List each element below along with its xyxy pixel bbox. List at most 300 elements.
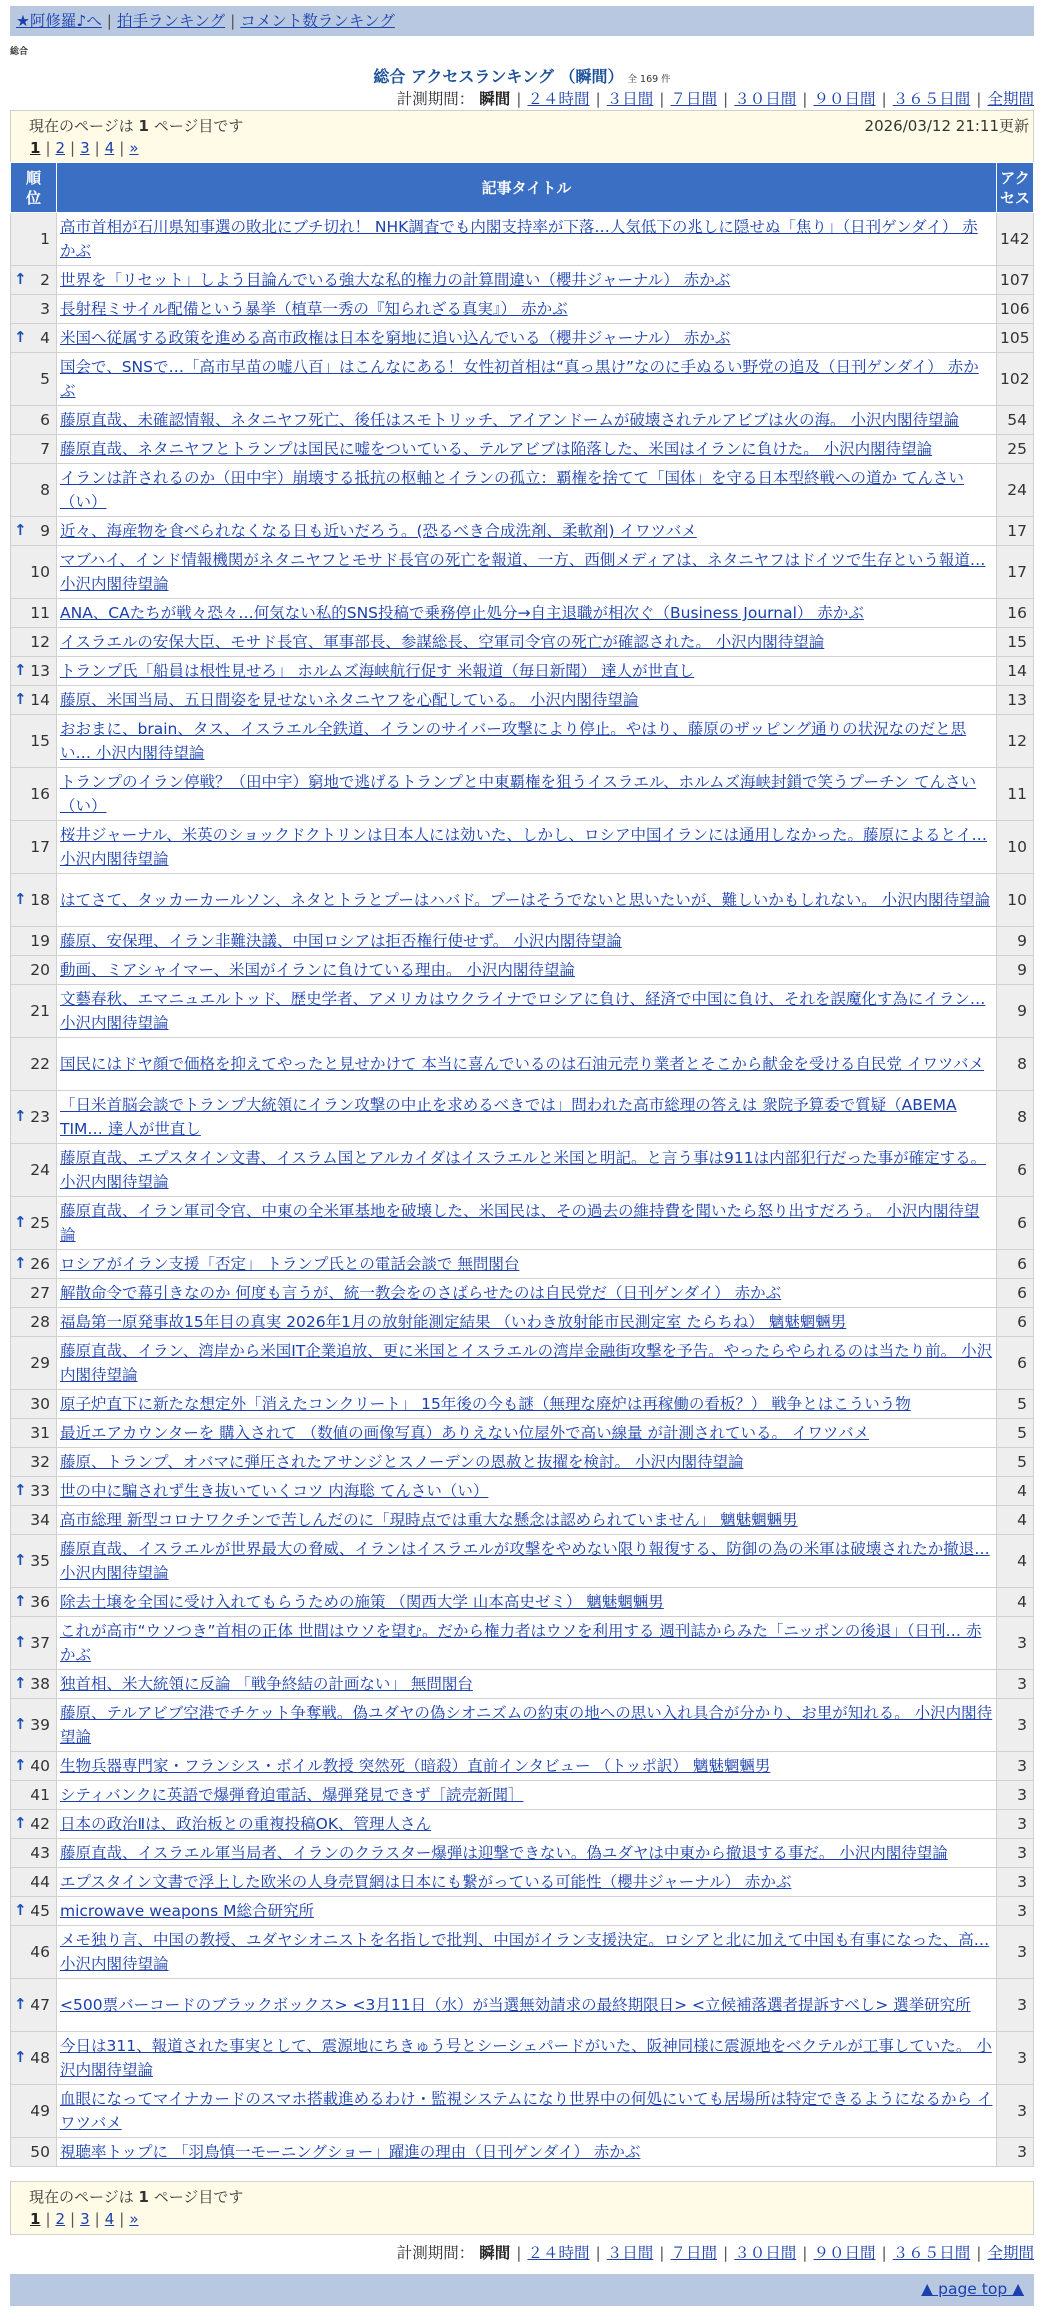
rank-number: 3 — [40, 300, 50, 318]
period-separator: | — [976, 90, 982, 108]
rank-number: 21 — [30, 1002, 50, 1020]
table-row — [11, 768, 1034, 821]
title-cell — [57, 295, 997, 324]
article-link[interactable]: 除去土壌を全国に受け入れてもらうための施策 （関西大学 山本高史ゼミ） 魑魅魍魎男 — [60, 1593, 664, 1611]
access-count: 3 — [997, 1781, 1034, 1810]
article-link[interactable]: 藤原、トランプ、オバマに弾圧されたアサンジとスノーデンの恩赦と抜擢を検討。 小沢内閣待望論 — [60, 1453, 744, 1471]
title-cell — [57, 821, 997, 874]
access-count: 5 — [997, 1448, 1034, 1477]
rank-cell — [11, 1506, 57, 1535]
footer-bar — [10, 2274, 1034, 2306]
table-row — [11, 517, 1034, 546]
access-count: 107 — [997, 266, 1034, 295]
period-option-90d[interactable]: ９０日間 — [813, 90, 876, 108]
rank-cell — [11, 1810, 57, 1839]
article-link[interactable]: 長射程ミサイル配備という暴挙（植草一秀の『知られざる真実』） 赤かぶ — [60, 300, 568, 318]
rank-cell — [11, 628, 57, 657]
access-count: 16 — [997, 599, 1034, 628]
pagination-current: 1 — [30, 2210, 41, 2228]
access-count: 9 — [997, 956, 1034, 985]
period-separator: | — [516, 2244, 522, 2262]
access-count: 4 — [997, 1535, 1034, 1588]
pagination-page-4[interactable]: 4 — [104, 2210, 115, 2228]
access-count: 102 — [997, 353, 1034, 406]
table-row — [11, 1477, 1034, 1506]
access-count: 142 — [997, 213, 1034, 266]
page-title: 総合 アクセスランキング （瞬間） — [373, 67, 624, 86]
rank-cell — [11, 874, 57, 927]
rank-cell — [11, 1868, 57, 1897]
up-arrow-icon: ↑ — [14, 1550, 27, 1569]
rank-cell — [11, 1926, 57, 1979]
table-header-row — [11, 163, 1034, 213]
table-row — [11, 715, 1034, 768]
current-page-suffix: ページ目です — [148, 117, 244, 135]
table-row — [11, 1617, 1034, 1670]
article-link[interactable]: 国会で、SNSで…「高市早苗の嘘八百」はこんなにある！女性初首相は“真っ黒け”なのに手ぬるい野党の追及（日刊ゲンダイ） 赤かぶ — [60, 358, 979, 400]
rank-cell — [11, 546, 57, 599]
article-link[interactable]: イスラエルの安保大臣、モサド長官、軍事部長、参謀総長、空軍司令官の死亡が確認された。 小沢内閣待望論 — [60, 633, 825, 651]
pagination-separator: | — [45, 2210, 51, 2228]
rank-number: 13 — [30, 662, 50, 680]
rank-number: 34 — [30, 1511, 50, 1529]
rank-cell — [11, 768, 57, 821]
rank-number: 49 — [30, 2102, 50, 2120]
up-arrow-icon: ↑ — [14, 1253, 27, 1272]
article-link[interactable]: 視聴率トップに 「羽鳥慎一モーニングショー」躍進の理由（日刊ゲンダイ） 赤かぶ — [60, 2143, 641, 2161]
rank-number: 42 — [30, 1815, 50, 1833]
table-row — [11, 985, 1034, 1038]
rank-cell — [11, 1588, 57, 1617]
nav-link-clap-ranking[interactable]: 拍手ランキング — [117, 12, 226, 30]
article-link[interactable]: 藤原、安保理、イラン非難決議、中国ロシアは拒否権行使せず。 小沢内閣待望論 — [60, 932, 622, 950]
table-row — [11, 657, 1034, 686]
table-row — [11, 821, 1034, 874]
up-arrow-icon: ↑ — [14, 1591, 27, 1610]
article-link[interactable]: 「日米首脳会談でトランプ大統領にイラン攻撃の中止を求めるべきでは」問われた高市総理の答えは 衆院予算委で質疑（ABEMA TIM… 達人が世直し — [60, 1096, 957, 1138]
pagination-separator: | — [119, 2210, 125, 2228]
up-arrow-icon: ↑ — [14, 1714, 27, 1733]
period-option-all[interactable]: 全期間 — [987, 90, 1034, 108]
table-row — [11, 1337, 1034, 1390]
pagination-page-2[interactable]: 2 — [55, 139, 66, 157]
period-separator: | — [723, 90, 729, 108]
article-link[interactable]: 米国へ従属する政策を進める高市政権は日本を窮地に追い込んでいる（櫻井ジャーナル） 赤かぶ — [60, 329, 731, 347]
rank-cell — [11, 213, 57, 266]
article-link[interactable]: 藤原直哉、イスラエル軍当局者、イランのクラスター爆弾は迎撃できない。偽ユダヤは中東から撤退する事だ。 小沢内閣待望論 — [60, 1844, 948, 1862]
article-link[interactable]: 藤原直哉、未確認情報、ネタニヤフ死亡、後任はスモトリッチ、アイアンドームが破壊されテルアビブは火の海。 小沢内閣待望論 — [60, 411, 959, 429]
article-link[interactable]: 独首相、米大統領に反論 「戦争終結の計画ない」 無問閣台 — [60, 1675, 473, 1693]
title-cell — [57, 1839, 997, 1868]
article-link[interactable]: 近々、海産物を食べられなくなる日も近いだろう。(恐るべき合成洗剤、柔軟剤) イワツバメ — [60, 522, 697, 540]
title-cell — [57, 927, 997, 956]
period-option-24h[interactable]: ２４時間 — [527, 2244, 590, 2262]
rank-cell — [11, 1670, 57, 1699]
pagination-next[interactable]: » — [129, 139, 139, 157]
table-row — [11, 1091, 1034, 1144]
up-arrow-icon: ↑ — [14, 1813, 27, 1832]
rank-number: 43 — [30, 1844, 50, 1862]
access-count: 5 — [997, 1390, 1034, 1419]
up-arrow-icon: ↑ — [14, 1632, 27, 1651]
period-separator: | — [516, 90, 522, 108]
period-selector-bottom — [397, 2241, 1034, 2263]
rank-number: 26 — [30, 1255, 50, 1273]
table-row — [11, 435, 1034, 464]
up-arrow-icon: ↑ — [14, 327, 27, 346]
period-option-all[interactable]: 全期間 — [987, 2244, 1034, 2262]
rank-number: 9 — [40, 522, 50, 540]
access-count: 6 — [997, 1144, 1034, 1197]
article-link[interactable]: 文藝春秋、エマニュエルトッド、歴史学者、アメリカはウクライナでロシアに負け、経済で中国に負け、それを誤魔化す為にイラン… 小沢内閣待望論 — [60, 990, 986, 1032]
rank-number: 28 — [30, 1313, 50, 1331]
up-arrow-icon: ↑ — [14, 1755, 27, 1774]
pagination-separator: | — [119, 139, 125, 157]
current-page-prefix: 現在のページは — [29, 2188, 139, 2206]
pagination-page-4[interactable]: 4 — [104, 139, 115, 157]
article-link[interactable]: 藤原直哉、イラン、湾岸から米国IT企業追放、更に米国とイスラエルの湾岸金融街攻撃を予告。やったらやられるのは当たり前。 小沢内閣待望論 — [60, 1342, 993, 1384]
title-cell — [57, 1279, 997, 1308]
period-separator: | — [723, 2244, 729, 2262]
rank-cell — [11, 435, 57, 464]
rank-number: 2 — [40, 271, 50, 289]
access-count: 54 — [997, 406, 1034, 435]
rank-number: 32 — [30, 1453, 50, 1471]
pagination-page-3[interactable]: 3 — [80, 139, 90, 157]
rank-number: 38 — [30, 1675, 50, 1693]
period-option-30d[interactable]: ３０日間 — [734, 90, 797, 108]
article-link[interactable]: これが高市“ウソつき”首相の正体 世間はウソを望む。だから権力者はウソを利用する 週刊誌からみた「ニッポンの後退」（日刊… 赤かぶ — [60, 1622, 982, 1664]
table-row — [11, 1038, 1034, 1091]
table-row — [11, 1868, 1034, 1897]
access-count: 3 — [997, 2032, 1034, 2085]
title-cell — [57, 517, 997, 546]
ranking-table-body — [11, 213, 1034, 2167]
up-arrow-icon: ↑ — [14, 689, 27, 708]
rank-number: 25 — [30, 1214, 50, 1232]
period-option-30d[interactable]: ３０日間 — [734, 2244, 797, 2262]
rank-cell — [11, 1535, 57, 1588]
rank-number: 14 — [30, 691, 50, 709]
article-link[interactable]: トランプ氏「船員は根性見せろ」 ホルムズ海峡航行促す 米報道（毎日新聞） 達人が世直し — [60, 662, 695, 680]
rank-cell — [11, 1699, 57, 1752]
access-count: 3 — [997, 1868, 1034, 1897]
title-cell — [57, 1868, 997, 1897]
period-option-90d[interactable]: ９０日間 — [813, 2244, 876, 2262]
article-link[interactable]: 血眼になってマイナカードのスマホ搭載進めるわけ・監視システムになり世界中の何処にいても居場所は特定できるようになるから イワツバメ — [60, 2090, 993, 2132]
up-arrow-icon: ↑ — [14, 520, 27, 539]
rank-number: 22 — [30, 1055, 50, 1073]
period-option-7d[interactable]: ７日間 — [670, 2244, 717, 2262]
rank-number: 33 — [30, 1482, 50, 1500]
rank-cell — [11, 1781, 57, 1810]
period-selected: 瞬間 — [479, 90, 511, 108]
column-header-access: アクセス — [997, 163, 1034, 213]
article-link[interactable]: 藤原、テルアビブ空港でチケット争奪戦。偽ユダヤの偽シオニズムの約束の地への思い入れ具合が分かり、お里が知れる。 小沢内閣待望論 — [60, 1704, 993, 1746]
title-cell — [57, 2032, 997, 2085]
title-cell — [57, 1781, 997, 1810]
nav-separator: | — [230, 12, 236, 30]
rank-number: 8 — [40, 481, 50, 499]
article-link[interactable]: 藤原直哉、エプスタイン文書、イスラム国とアルカイダはイスラエルと米国と明記。と言う事は911は内部犯行だった事が確定する。 小沢内閣待望論 — [60, 1149, 987, 1191]
article-link[interactable]: 日本の政治Ⅱは、政治板との重複投稿OK、管理人さん — [60, 1815, 431, 1833]
access-count: 6 — [997, 1337, 1034, 1390]
access-count: 4 — [997, 1506, 1034, 1535]
period-option-365d[interactable]: ３６５日間 — [892, 90, 971, 108]
table-row — [11, 1781, 1034, 1810]
title-cell — [57, 1699, 997, 1752]
up-arrow-icon: ↑ — [14, 1212, 27, 1231]
title-cell — [57, 599, 997, 628]
pagination-bottom — [30, 2210, 139, 2228]
period-separator: | — [659, 90, 665, 108]
article-link[interactable]: 高市首相が石川県知事選の敗北にブチ切れ！ NHK調査でも内閣支持率が下落…人気低下の兆しに隠せぬ「焦り」（日刊ゲンダイ） 赤かぶ — [60, 218, 978, 260]
rank-cell — [11, 1617, 57, 1670]
period-separator: | — [595, 90, 601, 108]
current-page-text — [29, 115, 243, 136]
rank-number: 4 — [40, 329, 50, 347]
page-top-link[interactable]: ▲ page top ▲ — [921, 2280, 1024, 2298]
article-link[interactable]: 生物兵器専門家・フランシス・ボイル教授 突然死（暗殺）直前インタビュー （トッポ訳） 魑魅魍魎男 — [60, 1757, 771, 1775]
article-link[interactable]: はてさて、タッカーカールソン、ネタとトラとプーはハバド。プーはそうでないと思いたいが、難しいかもしれない。 小沢内閣待望論 — [60, 891, 991, 909]
rank-cell — [11, 1250, 57, 1279]
title-cell — [57, 1617, 997, 1670]
title-cell — [57, 1144, 997, 1197]
table-row — [11, 1506, 1034, 1535]
access-count: 3 — [997, 1670, 1034, 1699]
article-link[interactable]: 解散命令で幕引きなのか 何度も言うが、統一教会をのさばらせたのは自民党だ（日刊ゲンダイ） 赤かぶ — [60, 1284, 782, 1302]
rank-cell — [11, 2138, 57, 2167]
access-count: 3 — [997, 1839, 1034, 1868]
up-arrow-icon: ↑ — [14, 2047, 27, 2066]
title-cell — [57, 1897, 997, 1926]
title-cell — [57, 1506, 997, 1535]
pagination-separator: | — [94, 2210, 100, 2228]
access-count: 3 — [997, 2085, 1034, 2138]
rank-cell — [11, 2032, 57, 2085]
pagination-next[interactable]: » — [129, 2210, 139, 2228]
rank-cell — [11, 985, 57, 1038]
article-link[interactable]: 藤原、米国当局、五日間姿を見せないネタニヤフを心配している。 小沢内閣待望論 — [60, 691, 639, 709]
rank-number: 35 — [30, 1552, 50, 1570]
period-label: 計測期間： — [396, 2244, 475, 2262]
breadcrumb: 総合 — [10, 47, 29, 57]
table-row — [11, 1535, 1034, 1588]
rank-number: 30 — [30, 1395, 50, 1413]
article-link[interactable]: エプスタイン文書で浮上した欧米の人身売買網は日本にも繋がっている可能性（櫻井ジャーナル） 赤かぶ — [60, 1873, 792, 1891]
table-row — [11, 927, 1034, 956]
title-cell — [57, 1448, 997, 1477]
title-cell — [57, 1091, 997, 1144]
article-link[interactable]: イランは許されるのか（田中宇）崩壊する抵抗の枢軸とイランの孤立：覇権を捨てて「国体」を守る日本型終戦への道か てんさい（い） — [60, 469, 964, 511]
article-link[interactable]: ANA、CAたちが戦々恐々…何気ない私的SNS投稿で乗務停止処分→自主退職が相次ぐ（Business Journal） 赤かぶ — [60, 604, 864, 622]
rank-cell — [11, 295, 57, 324]
title-cell — [57, 406, 997, 435]
access-count: 17 — [997, 517, 1034, 546]
article-link[interactable]: 福島第一原発事故15年目の真実 2026年1月の放射能測定結果 （いわき放射能市民測定室 たらちね） 魑魅魍魎男 — [60, 1313, 847, 1331]
period-separator: | — [595, 2244, 601, 2262]
up-arrow-icon: ↑ — [14, 1900, 27, 1919]
rank-number: 6 — [40, 411, 50, 429]
page-info-top — [10, 110, 1034, 164]
up-arrow-icon: ↑ — [14, 660, 27, 679]
title-cell — [57, 1926, 997, 1979]
article-link[interactable]: 動画、ミアシャイマー、米国がイランに負けている理由。 小沢内閣待望論 — [60, 961, 575, 979]
access-count: 10 — [997, 874, 1034, 927]
access-count: 8 — [997, 1091, 1034, 1144]
access-count: 6 — [997, 1308, 1034, 1337]
article-link[interactable]: 高市総理 新型コロナワクチンで苦しんだのに「現時点では重大な懸念は認められていません」 魑魅魍魎男 — [60, 1511, 798, 1529]
article-link[interactable]: 藤原直哉、イスラエルが世界最大の脅威、イランはイスラエルが攻撃をやめない限り報復する、防御の為の米軍は破壊されたか撤退… 小沢内閣待望論 — [60, 1540, 990, 1582]
title-cell — [57, 768, 997, 821]
article-link[interactable]: <500票バーコードのブラックボックス> <3月11日（水）が当選無効請求の最終期限日> <立候補落選者提訴すべし> 選挙研究所 — [60, 1996, 971, 2014]
rank-cell — [11, 266, 57, 295]
access-count: 10 — [997, 821, 1034, 874]
up-arrow-icon: ↑ — [14, 269, 27, 288]
table-row — [11, 1144, 1034, 1197]
rank-cell — [11, 517, 57, 546]
title-cell — [57, 1979, 997, 2032]
article-link[interactable]: マブハイ、インド情報機関がネタニヤフとモサド長官の死亡を報道、一方、西側メディアは、ネタニヤフはドイツで生存という報道… 小沢内閣待望論 — [60, 551, 986, 593]
period-selected: 瞬間 — [479, 2244, 511, 2262]
table-row — [11, 1390, 1034, 1419]
article-link[interactable]: ロシアがイラン支援「否定」 トランプ氏との電話会談で 無問閣台 — [60, 1255, 520, 1273]
title-cell — [57, 2138, 997, 2167]
article-link[interactable]: シティバンクに英語で爆弾脅迫電話、爆弾発見できず［読売新聞］ — [60, 1786, 524, 1804]
rank-number: 36 — [30, 1593, 50, 1611]
ranking-table — [10, 162, 1034, 2167]
pagination-separator: | — [70, 2210, 76, 2228]
access-count: 6 — [997, 1279, 1034, 1308]
table-row — [11, 1979, 1034, 2032]
table-row — [11, 1250, 1034, 1279]
rank-number: 10 — [30, 563, 50, 581]
access-count: 25 — [997, 435, 1034, 464]
article-link[interactable]: トランプのイラン停戦？（田中宇）窮地で逃げるトランプと中東覇権を狙うイスラエル、ホルムズ海峡封鎖で笑うプーチン てんさい（い） — [60, 773, 977, 815]
title-cell — [57, 464, 997, 517]
rank-number: 46 — [30, 1943, 50, 1961]
article-link[interactable]: メモ独り言、中国の教授、ユダヤシオニストを名指しで批判、中国がイラン支援決定。ロシアと北に加えて中国も有事になった、高… 小沢内閣待望論 — [60, 1931, 990, 1973]
access-count: 3 — [997, 1752, 1034, 1781]
article-link[interactable]: 最近エアカウンターを 購入されて （数値の画像写真）ありえない位屋外で高い線量 が計測されている。 イワツバメ — [60, 1424, 870, 1442]
nav-link-comment-ranking[interactable]: コメント数ランキング — [240, 12, 395, 30]
rank-number: 19 — [30, 932, 50, 950]
rank-cell — [11, 353, 57, 406]
article-link[interactable]: 藤原直哉、ネタニヤフとトランプは国民に嘘をついている、テルアビブは陥落した、米国はイランに負けた。 小沢内閣待望論 — [60, 440, 933, 458]
rank-number: 1 — [40, 230, 50, 248]
access-count: 11 — [997, 768, 1034, 821]
rank-number: 5 — [40, 370, 50, 388]
access-count: 12 — [997, 715, 1034, 768]
rank-number: 23 — [30, 1108, 50, 1126]
article-link[interactable]: 世の中に騙されず生き抜いていくコツ 内海聡 てんさい（い） — [60, 1482, 489, 1500]
rank-cell — [11, 1308, 57, 1337]
table-row — [11, 1839, 1034, 1868]
access-count: 105 — [997, 324, 1034, 353]
rank-number: 11 — [30, 604, 50, 622]
rank-number: 50 — [30, 2143, 50, 2161]
access-count: 9 — [997, 927, 1034, 956]
pagination-separator: | — [70, 139, 76, 157]
article-link[interactable]: おおまに、brain、タス、イスラエル全鉄道、イランのサイバー攻撃により停止。やはり、藤原のザッピング通りの状況なのだと思い… 小沢内閣待望論 — [60, 720, 967, 762]
article-link[interactable]: 桜井ジャーナル、米英のショックドクトリンは日本人には効いた、しかし、ロシア中国イランには通用しなかった。藤原によるとイ… 小沢内閣待望論 — [60, 826, 988, 868]
access-count: 3 — [997, 1699, 1034, 1752]
title-cell — [57, 715, 997, 768]
table-row — [11, 1810, 1034, 1839]
period-option-24h[interactable]: ２４時間 — [527, 90, 590, 108]
period-option-3d[interactable]: ３日間 — [606, 2244, 654, 2262]
rank-cell — [11, 1279, 57, 1308]
table-row — [11, 295, 1034, 324]
pagination-current: 1 — [30, 139, 41, 157]
access-count: 17 — [997, 546, 1034, 599]
table-row — [11, 353, 1034, 406]
rank-number: 29 — [30, 1354, 50, 1372]
period-option-365d[interactable]: ３６５日間 — [892, 2244, 971, 2262]
rank-number: 7 — [40, 440, 50, 458]
period-separator: | — [802, 2244, 808, 2262]
rank-cell — [11, 1144, 57, 1197]
table-row — [11, 1308, 1034, 1337]
rank-number: 41 — [30, 1786, 50, 1804]
title-cell — [57, 1477, 997, 1506]
period-separator: | — [659, 2244, 665, 2262]
article-link[interactable]: 国民にはドヤ顔で価格を抑えてやったと見せかけて 本当に喜んでいるのは石油元売り業者とそこから献金を受ける自民党 イワツバメ — [60, 1055, 985, 1073]
pagination-page-2[interactable]: 2 — [55, 2210, 66, 2228]
rank-number: 31 — [30, 1424, 50, 1442]
article-link[interactable]: 今日は311、報道された事実として、震源地にちきゅう号とシーシェパードがいた、阪神同様に震源地をベクテルが工事していた。 小沢内閣待望論 — [60, 2037, 992, 2079]
rank-cell — [11, 1752, 57, 1781]
table-row — [11, 2085, 1034, 2138]
title-cell — [57, 353, 997, 406]
access-count: 15 — [997, 628, 1034, 657]
rank-number: 18 — [30, 891, 50, 909]
nav-link-ashura[interactable]: ★阿修羅♪へ — [16, 12, 102, 30]
title-cell — [57, 1390, 997, 1419]
table-row — [11, 406, 1034, 435]
period-option-3d[interactable]: ３日間 — [606, 90, 654, 108]
article-link[interactable]: 世界を「リセット」しよう目論んでいる強大な私的権力の計算間違い（櫻井ジャーナル） 赤かぶ — [60, 271, 731, 289]
updated-timestamp: 2026/03/12 21:11更新 — [864, 117, 1029, 135]
article-link[interactable]: 藤原直哉、イラン軍司令官、中東の全米軍基地を破壊した、米国民は、その過去の維持費を聞いたら怒り出すだろう。 小沢内閣待望論 — [60, 1202, 980, 1244]
current-page-text — [29, 2186, 243, 2207]
rank-number: 20 — [30, 961, 50, 979]
title-cell — [57, 985, 997, 1038]
current-page-suffix: ページ目です — [148, 2188, 244, 2206]
rank-cell — [11, 1897, 57, 1926]
access-count: 6 — [997, 1250, 1034, 1279]
access-count: 106 — [997, 295, 1034, 324]
article-link[interactable]: microwave weapons M総合研究所 — [60, 1902, 314, 1920]
title-cell — [57, 1810, 997, 1839]
table-row — [11, 628, 1034, 657]
period-option-7d[interactable]: ７日間 — [670, 90, 717, 108]
title-cell — [57, 1419, 997, 1448]
title-cell — [57, 874, 997, 927]
rank-cell — [11, 1477, 57, 1506]
title-cell — [57, 1308, 997, 1337]
up-arrow-icon: ↑ — [14, 1480, 27, 1499]
rank-number: 27 — [30, 1284, 50, 1302]
title-cell — [57, 628, 997, 657]
column-header-title: 記事タイトル — [57, 163, 997, 213]
pagination-page-3[interactable]: 3 — [80, 2210, 90, 2228]
title-cell — [57, 1250, 997, 1279]
table-row — [11, 1419, 1034, 1448]
article-link[interactable]: 原子炉直下に新たな想定外「消えたコンクリート」 15年後の今も謎（無理な廃炉は再稼働の看板？） 戦争とはこういう物 — [60, 1395, 911, 1413]
page-info-bottom — [10, 2181, 1034, 2235]
table-row — [11, 324, 1034, 353]
